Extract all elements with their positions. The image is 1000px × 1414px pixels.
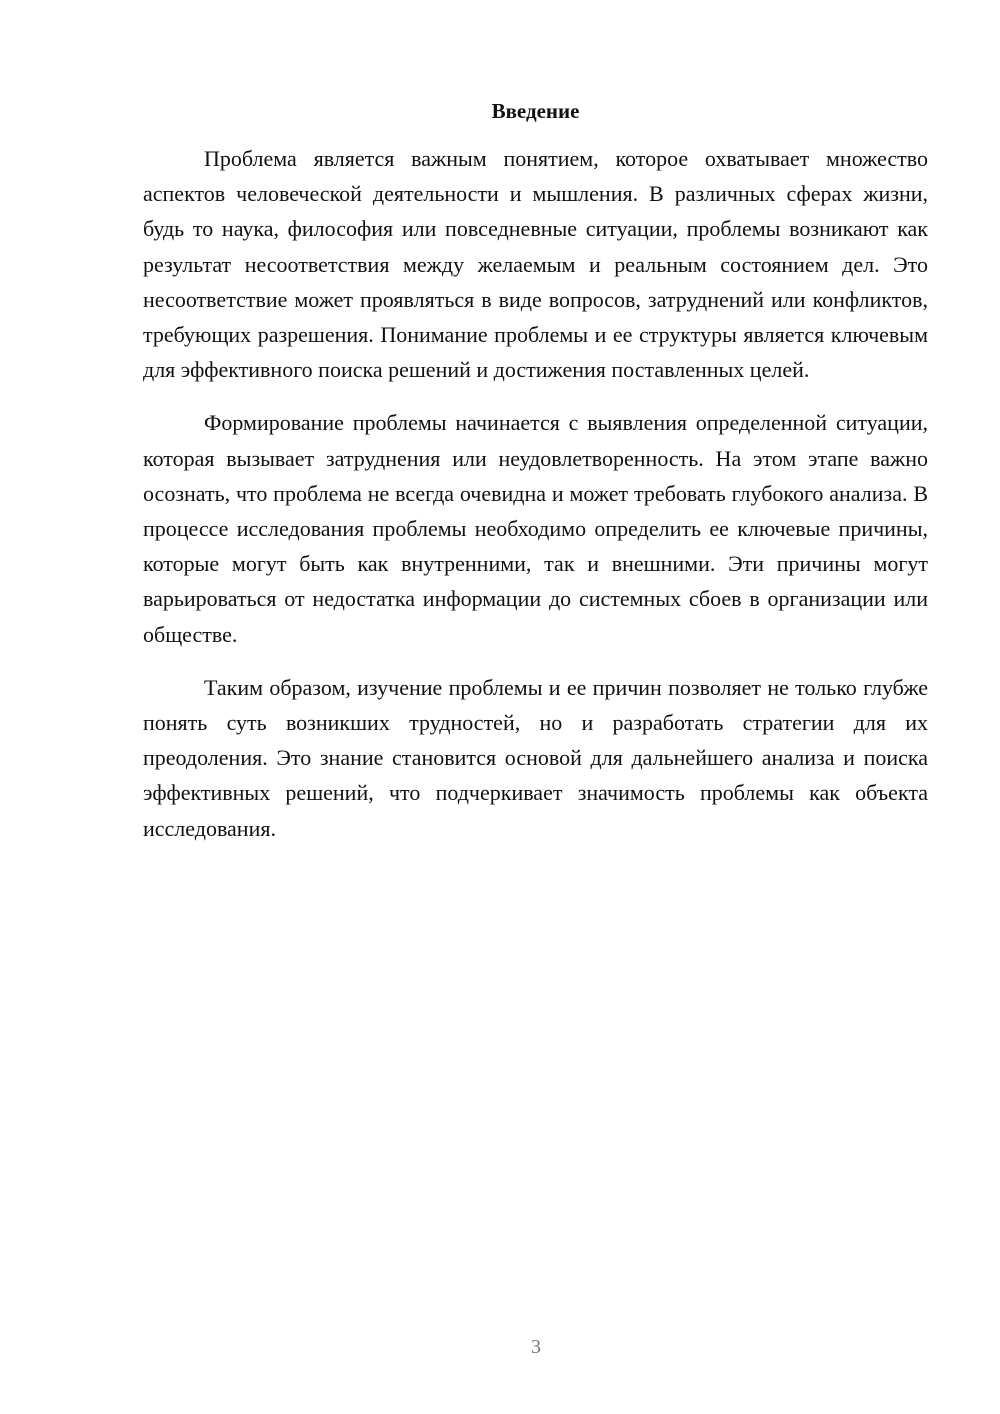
paragraph-3: Таким образом, изучение проблемы и ее причин позволяет не только глубже понять суть возникших трудностей, но и разработать стратегии для их преодоления. Это знание становится основой для дальнейшего анализа и поиска эффективных решений, что подчеркивает значимость проблемы как объекта исследования.	[143, 674, 928, 841]
page-number: 3	[531, 1336, 541, 1358]
paragraph-2: Формирование проблемы начинается с выявления определенной ситуации, которая вызывает затруднения или неудовлетворенность. На этом этапе важно осознать, что проблема не всегда очевидна и может требовать глубокого анализа. В процессе исследования проблемы необходимо определить ее ключевые причины, которые могут быть как внутренними, так и внешними. Эти причины могут варьироваться от недостатка информации до системных сбоев в организации или обществе.	[143, 410, 928, 647]
section-heading: Введение	[491, 99, 580, 123]
paragraph-1: Проблема является важным понятием, которое охватывает множество аспектов человеческой деятельности и мышления. В различных сферах жизни, будь то наука, философия или повседневные ситуации, проблемы возникают как результат несоответствия между желаемым и реальным состоянием дел. Это несоответствие может проявляться в виде вопросов, затруднений или конфликтов, требующих разрешения. Понимание проблемы и ее структуры является ключевым для эффективного поиска решений и достижения поставленных целей.	[143, 146, 928, 383]
page-content	[143, 96, 928, 864]
